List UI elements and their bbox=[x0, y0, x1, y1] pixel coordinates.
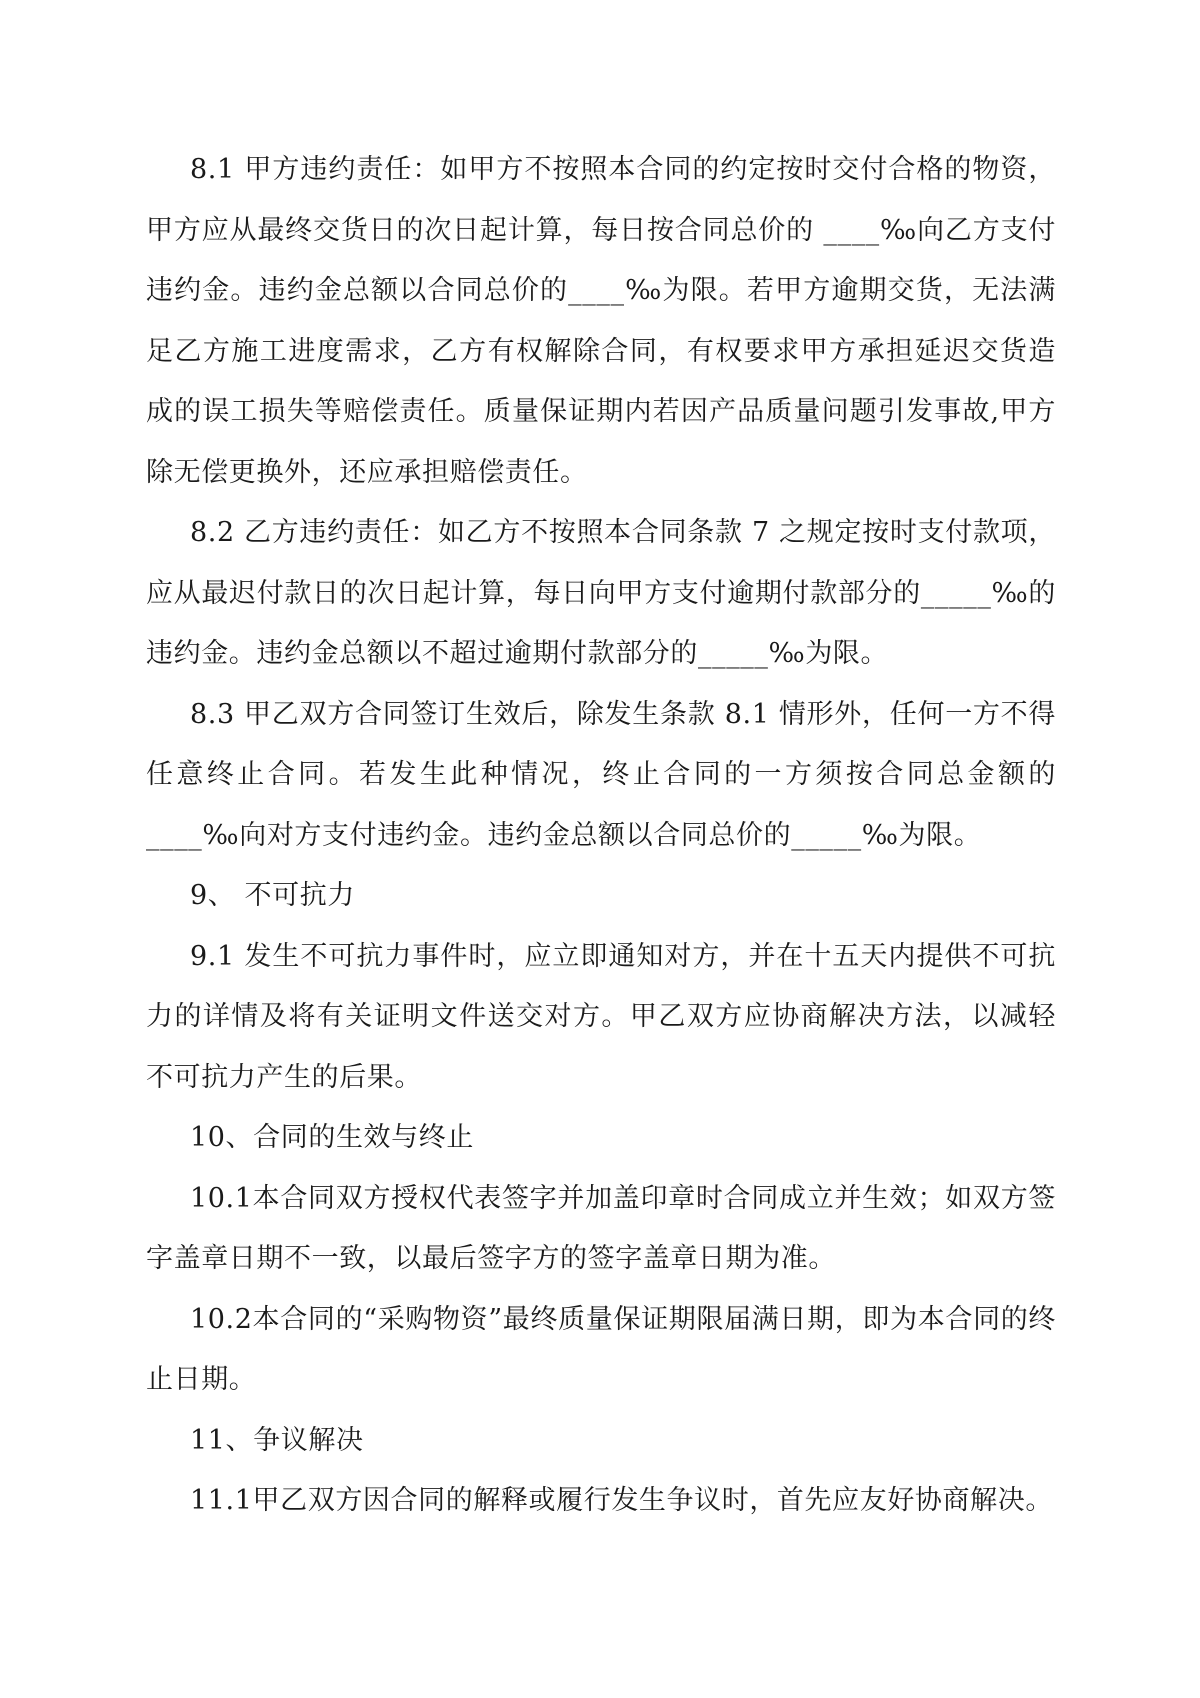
section-9-heading: 9、 不可抗力 bbox=[190, 880, 355, 911]
clause-8-2: 8.2 乙方违约责任：如乙方不按照本合同条款 7 之规定按时支付款项，应从最迟付款日的次日起计算，每日向甲方支付逾期付款部分的_____‰的违约金。违约金总额以不超过逾期付款部分的_____‰为限。 bbox=[146, 517, 1056, 669]
clause-10-2: 10.2本合同的“采购物资”最终质量保证期限届满日期，即为本合同的终止日期。 bbox=[146, 1303, 1056, 1395]
clause-9-1: 9.1 发生不可抗力事件时，应立即通知对方，并在十五天内提供不可抗力的详情及将有关证明文件送交对方。甲乙双方应协商解决方法，以减轻不可抗力产生的后果。 bbox=[146, 940, 1056, 1093]
document-body bbox=[146, 140, 1056, 1532]
clause-11-1: 11.1甲乙双方因合同的解释或履行发生争议时，首先应友好协商解决。 bbox=[190, 1485, 1053, 1516]
clause-10-1: 10.1本合同双方授权代表签字并加盖印章时合同成立并生效；如双方签字盖章日期不一致，以最后签字方的签字盖章日期为准。 bbox=[146, 1182, 1056, 1274]
clause-8-1: 8.1 甲方违约责任：如甲方不按照本合同的约定按时交付合格的物资，甲方应从最终交货日的次日起计算，每日按合同总价的 ____‰向乙方支付违约金。违约金总额以合同总价的____‰为限。若甲方逾期交货，无法满足乙方施工进度需求，乙方有权解除合同，有权要求甲方承担延迟交货造成的误工损失等赔偿责任。质量保证期内若因产品质量问题引发事故,甲方除无偿更换外，还应承担赔偿责任。 bbox=[146, 154, 1056, 488]
section-11-heading: 11、争议解决 bbox=[190, 1424, 364, 1456]
section-10-heading: 10、合同的生效与终止 bbox=[190, 1122, 474, 1153]
clause-8-3: 8.3 甲乙双方合同签订生效后，除发生条款 8.1 情形外，任何一方不得任意终止合同。若发生此种情况，终止合同的一方须按合同总金额的____‰向对方支付违约金。违约金总额以合同总价的_____‰为限。 bbox=[146, 698, 1056, 851]
